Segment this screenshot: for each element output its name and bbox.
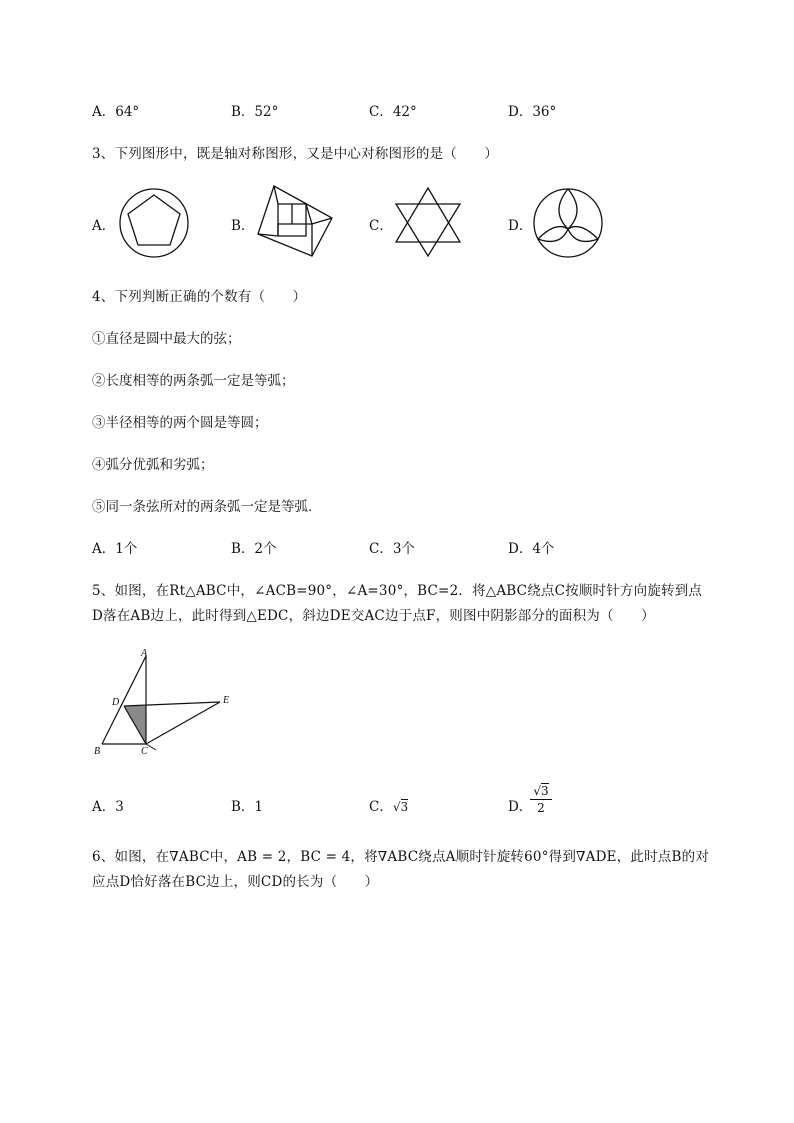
q5-option-d-numerator-radicand: 3 [541, 784, 549, 798]
q4-option-d[interactable]: D．4个 [508, 541, 555, 557]
square-with-inner-squares-icon [256, 184, 336, 260]
pentagon-in-circle-icon [118, 187, 190, 259]
sqrt-icon: √ [392, 800, 401, 814]
q2-option-c[interactable]: C．42° [369, 104, 417, 120]
q5-option-d[interactable] [508, 795, 532, 815]
q5-option-d-numerator [530, 784, 552, 800]
q5-options [92, 795, 692, 815]
six-point-star-icon [394, 186, 462, 258]
q4-option-c[interactable]: C．3个 [369, 541, 415, 557]
q5-option-a[interactable]: A．3 [92, 799, 124, 815]
q5-option-d-denominator: 2 [537, 801, 545, 815]
q2-options [92, 100, 692, 120]
q3-option-b[interactable]: B． [231, 218, 255, 234]
q5-label-d: D [112, 697, 120, 708]
sqrt-icon: √ [533, 784, 541, 798]
q6-stem-line-1: 6、如图，在∇ABC中，AB = 2，BC = 4，将∇ABC绕点A顺时针旋转60°得到∇ADE，此时点B的对 [92, 849, 710, 865]
q4-option-b[interactable]: B．2个 [231, 541, 277, 557]
q5-stem-line-2: D落在AB边上，此时得到△EDC，斜边DE交AC边于点F，则图中阴影部分的面积为（ ） [92, 608, 655, 624]
q4-options [92, 537, 692, 557]
q5-option-d-label: D． [508, 799, 533, 815]
q4-statement-5: ⑤同一条弦所对的两条弧一定是等弧． [92, 499, 322, 515]
q5-option-c-label: C． [369, 799, 393, 815]
q4-option-a[interactable]: A．1个 [92, 541, 138, 557]
q4-stem: 4、下列判断正确的个数有（ ） [92, 289, 307, 305]
q2-option-a[interactable]: A．64° [92, 104, 140, 120]
q3-option-c[interactable]: C． [369, 218, 393, 234]
q5-label-c: C [141, 746, 148, 757]
q4-statement-4: ④弧分优弧和劣弧； [92, 457, 214, 473]
q5-label-a: A [141, 648, 148, 659]
q4-statement-3: ③半径相等的两个圆是等圆； [92, 415, 268, 431]
q2-option-d[interactable]: D．36° [508, 104, 557, 120]
q5-stem-line-1: 5、如图，在Rt△ABC中，∠ACB=90°，∠A=30°，BC=2．将△ABC绕点C按顺时针方向旋转到点 [92, 583, 703, 599]
three-arcs-in-circle-icon [532, 187, 604, 259]
q2-option-b[interactable]: B．52° [231, 104, 279, 120]
q5-label-b: B [94, 746, 101, 757]
q3-option-a[interactable]: A． [92, 218, 116, 234]
q4-statement-1: ①直径是圆中最大的弦； [92, 331, 241, 347]
q5-option-c-radicand: 3 [400, 800, 409, 814]
q5-option-b[interactable]: B．1 [231, 799, 264, 815]
q3-stem: 3、下列图形中，既是轴对称图形，又是中心对称图形的是（ ） [92, 146, 499, 162]
q5-option-d-fraction [530, 784, 552, 817]
q5-option-c[interactable] [369, 795, 408, 815]
q3-option-d[interactable]: D． [508, 218, 533, 234]
q5-label-e: E [223, 695, 230, 706]
q6-stem-line-2: 应点D恰好落在BC边上，则CD的长为（ ） [92, 874, 379, 890]
q4-statement-2: ②长度相等的两条弧一定是等弧； [92, 373, 295, 389]
